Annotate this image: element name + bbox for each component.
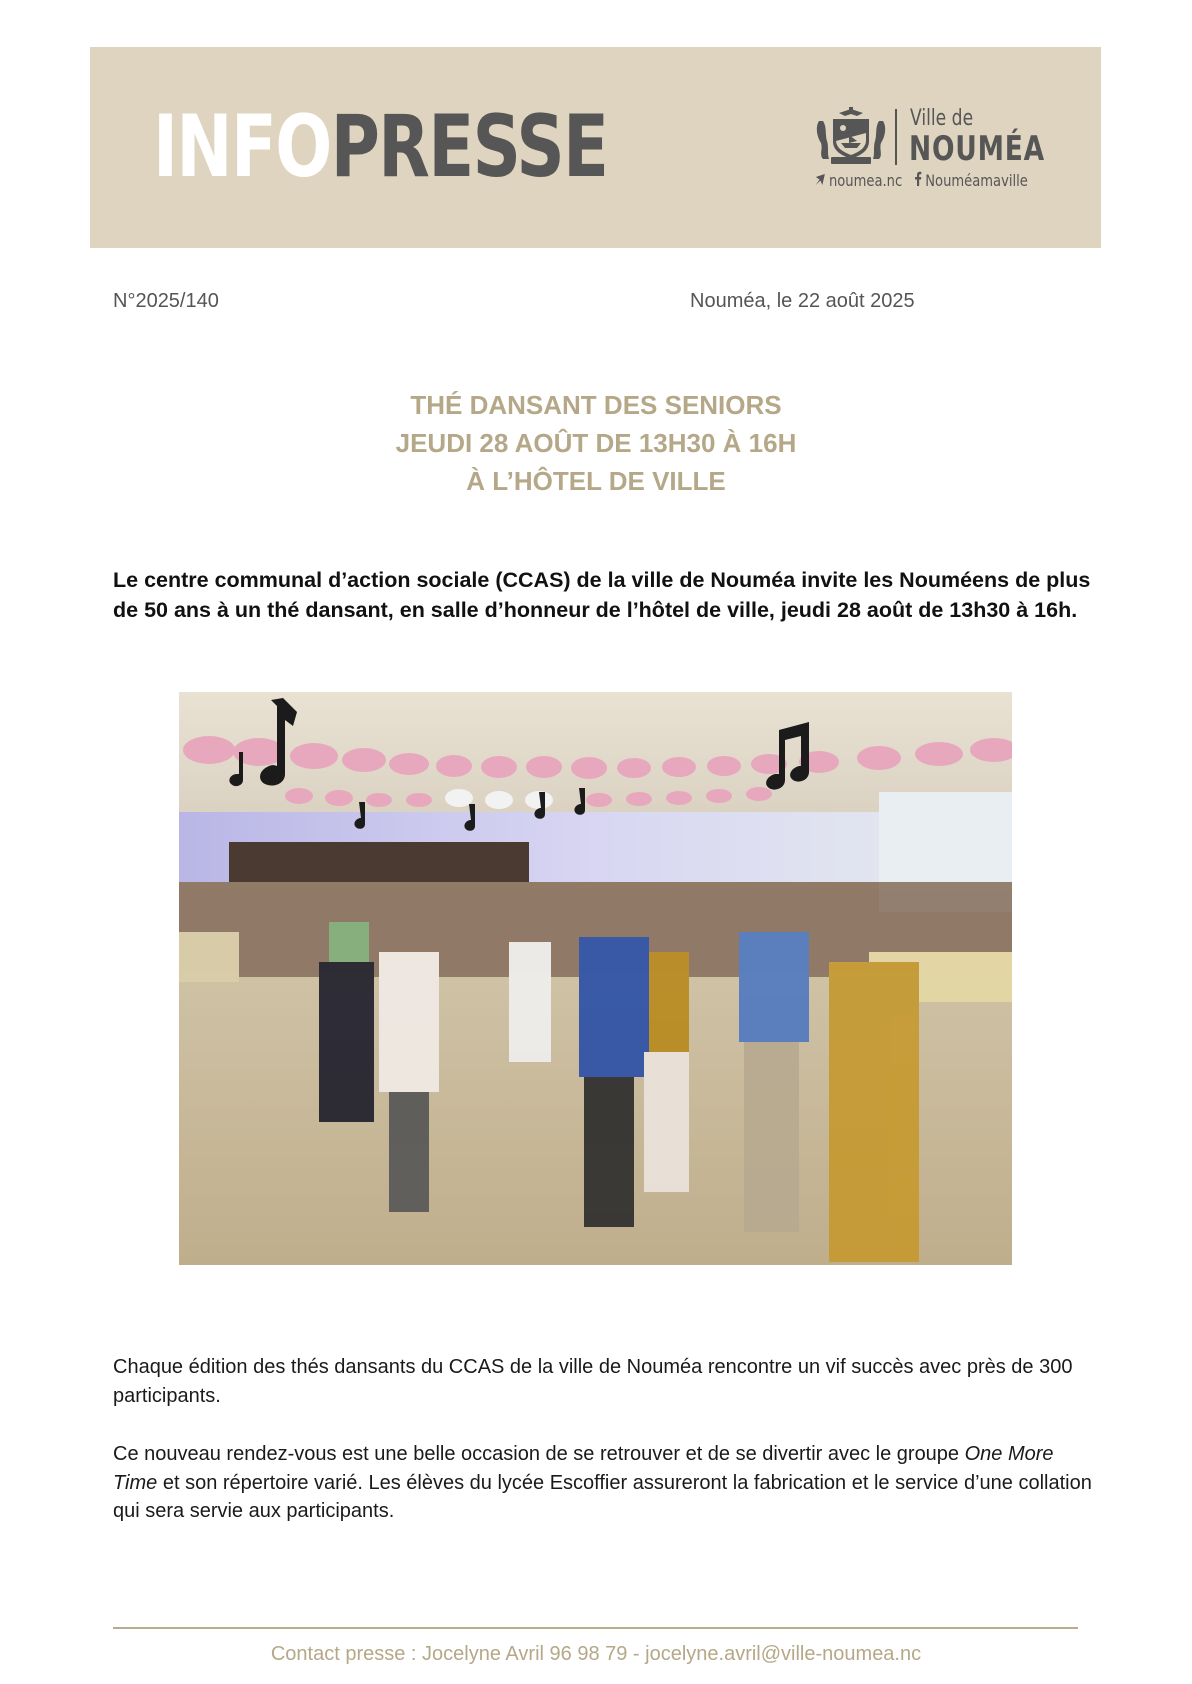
brand-presse: PRESSE xyxy=(330,97,608,197)
body-paragraph-1: Chaque édition des thés dansants du CCAS de la ville de Nouméa rencontre un vif succès avec près de 300 participants. xyxy=(113,1356,1073,1407)
title-line-2: JEUDI 28 AOÛT DE 13H30 À 16H xyxy=(395,428,797,458)
info-presse-wordmark xyxy=(153,97,608,197)
logo-divider xyxy=(895,109,897,165)
body-paragraph-2 xyxy=(113,1440,1103,1526)
coat-of-arms-icon xyxy=(813,107,889,167)
press-contact: Contact presse : Jocelyne Avril 96 98 79 - jocelyne.avril@ville-noumea.nc xyxy=(270,1643,922,1665)
website-link[interactable]: noumea.nc xyxy=(828,171,903,190)
footer-divider xyxy=(113,1627,1078,1629)
paragraph-2-start: Ce nouveau rendez-vous est une belle occasion de se retrouver et de se divertir avec le groupe xyxy=(113,1443,965,1465)
brand-info: INFO xyxy=(153,97,331,197)
logo-ville-de: Ville de xyxy=(910,106,974,131)
facebook-icon xyxy=(915,171,922,190)
title-line-1: THÉ DANSANT DES SENIORS xyxy=(410,390,782,420)
plane-icon xyxy=(815,172,826,190)
logo-social-links xyxy=(815,171,1028,190)
title-line-3: À L’HÔTEL DE VILLE xyxy=(466,466,726,496)
lead-paragraph: Le centre communal d’action sociale (CCAS) de la ville de Nouméa invite les Nouméens de plus de 50 ans à un thé dansant, en salle d’honneur de l’hôtel de ville, jeudi 28 août de 13h30 à 16h. xyxy=(113,568,1091,622)
header-banner xyxy=(90,47,1101,248)
paragraph-2-end: et son répertoire varié. Les élèves du lycée Escoffier assureront la fabrication et le service d’une collation qui sera servie aux participants. xyxy=(113,1471,1092,1522)
event-photo xyxy=(179,692,1012,1265)
ville-de-noumea-logo xyxy=(813,105,1073,195)
band-name: One More Time xyxy=(113,1443,1054,1494)
facebook-link[interactable]: Nouméamaville xyxy=(925,171,1028,190)
press-release-title xyxy=(0,386,1192,500)
place-and-date: Nouméa, le 22 août 2025 xyxy=(690,290,915,312)
logo-noumea: NOUMÉA xyxy=(909,129,1045,169)
press-release-number: N°2025/140 xyxy=(113,290,219,312)
